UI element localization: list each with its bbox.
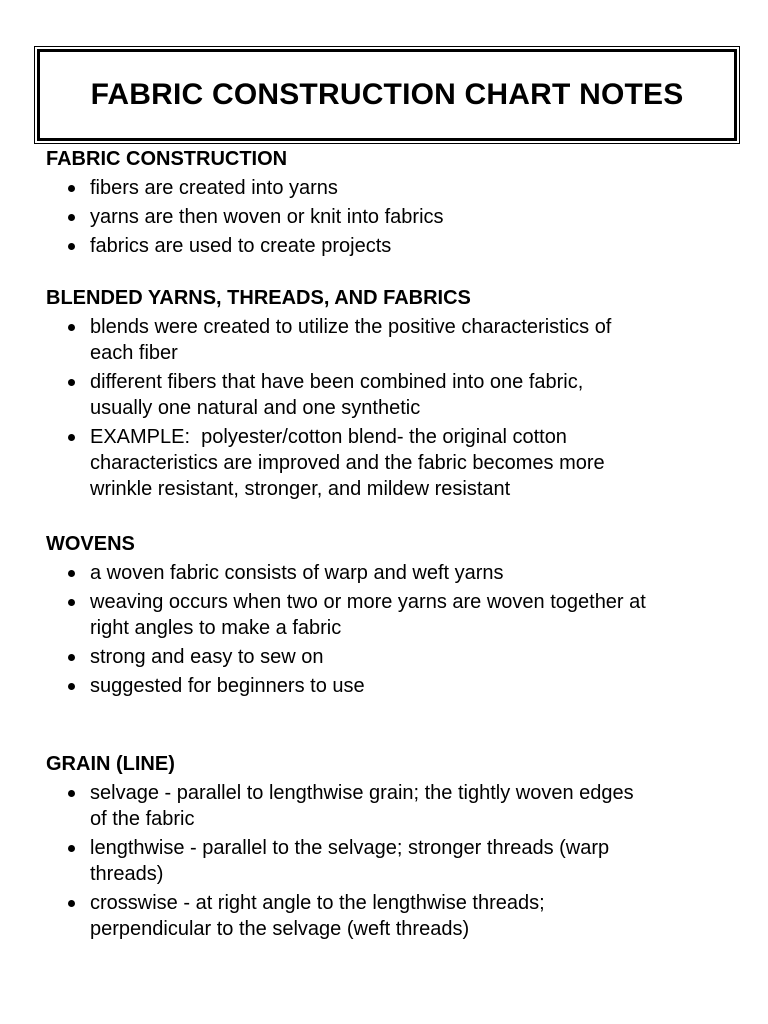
bullet-icon <box>68 654 75 661</box>
bullet-item <box>46 835 746 887</box>
bullet-item <box>46 589 746 641</box>
section-blended-yarns <box>46 285 746 502</box>
bullet-icon <box>68 900 75 907</box>
section-heading: WOVENS <box>46 533 135 555</box>
bullet-text-line: right angles to make a fabric <box>90 617 342 639</box>
bullet-icon <box>68 683 75 690</box>
bullet-text-line: of the fabric <box>90 808 195 830</box>
bullet-text-line: perpendicular to the selvage (weft threads) <box>90 918 470 940</box>
bullet-item <box>46 560 746 586</box>
bullet-text-line: each fiber <box>90 342 178 364</box>
bullet-item <box>46 780 746 832</box>
bullet-text-line: wrinkle resistant, stronger, and mildew resistant <box>90 478 511 500</box>
bullet-text-line: crosswise - at right angle to the lengthwise threads; <box>90 892 545 914</box>
section-heading: BLENDED YARNS, THREADS, AND FABRICS <box>46 287 471 309</box>
title-inner-border <box>37 49 737 141</box>
bullet-icon <box>68 185 75 192</box>
bullet-item <box>46 369 746 421</box>
bullet-item <box>46 175 746 201</box>
bullet-item <box>46 424 746 502</box>
bullet-text-line: usually one natural and one synthetic <box>90 397 421 419</box>
bullet-text-line: suggested for beginners to use <box>90 675 365 697</box>
bullet-text-line: fabrics are used to create projects <box>90 235 392 257</box>
page-title: FABRIC CONSTRUCTION CHART NOTES <box>90 78 684 111</box>
bullet-item <box>46 314 746 366</box>
bullet-list <box>46 175 746 259</box>
bullet-list <box>46 780 746 942</box>
bullet-item <box>46 673 746 699</box>
bullet-text-line: weaving occurs when two or more yarns are woven together at <box>90 591 646 613</box>
bullet-icon <box>68 243 75 250</box>
bullet-text-line: fibers are created into yarns <box>90 177 338 199</box>
bullet-text-line: lengthwise - parallel to the selvage; stronger threads (warp <box>90 837 610 859</box>
bullet-text-line: strong and easy to sew on <box>90 646 324 668</box>
bullet-text-line: yarns are then woven or knit into fabrics <box>90 206 444 228</box>
bullet-item <box>46 233 746 259</box>
bullet-item <box>46 890 746 942</box>
bullet-icon <box>68 324 75 331</box>
section-fabric-construction <box>46 146 746 259</box>
bullet-icon <box>68 214 75 221</box>
bullet-item <box>46 204 746 230</box>
bullet-icon <box>68 790 75 797</box>
bullet-list <box>46 560 746 699</box>
section-heading: FABRIC CONSTRUCTION <box>46 148 288 170</box>
bullet-list <box>46 314 746 502</box>
bullet-text-line: characteristics are improved and the fabric becomes more <box>90 452 605 474</box>
section-heading: GRAIN (LINE) <box>46 753 175 775</box>
section-grain-line <box>46 751 746 942</box>
bullet-icon <box>68 570 75 577</box>
bullet-text-line: blends were created to utilize the positive characteristics of <box>90 316 612 338</box>
bullet-icon <box>68 434 75 441</box>
bullet-text-line: a woven fabric consists of warp and weft yarns <box>90 562 504 584</box>
bullet-text-line: EXAMPLE: polyester/cotton blend- the original cotton <box>90 426 567 448</box>
bullet-item <box>46 644 746 670</box>
title-box <box>34 46 740 144</box>
bullet-icon <box>68 845 75 852</box>
bullet-text-line: selvage - parallel to lengthwise grain; the tightly woven edges <box>90 782 634 804</box>
bullet-text-line: different fibers that have been combined into one fabric, <box>90 371 584 393</box>
section-wovens <box>46 531 746 699</box>
bullet-icon <box>68 599 75 606</box>
bullet-icon <box>68 379 75 386</box>
bullet-text-line: threads) <box>90 863 164 885</box>
